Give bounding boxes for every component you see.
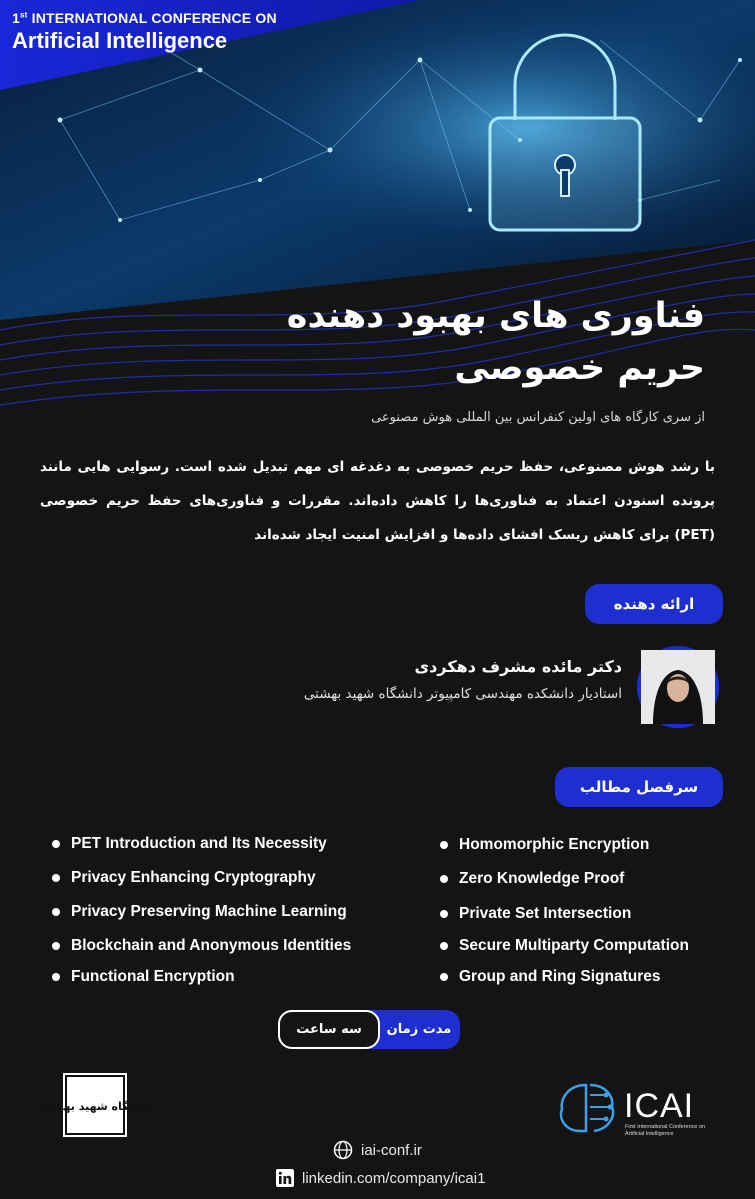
topic-label: Private Set Intersection [459,905,632,922]
topic-label: Blockchain and Anonymous Identities [71,937,352,954]
university-logo-text: دانشگاه شهید بهشتی [36,1100,154,1113]
topic-label: Functional Encryption [71,968,235,985]
bullet-icon [440,910,448,918]
topic-item [440,937,689,955]
topic-label: Homomorphic Encryption [459,836,650,853]
icai-sub1: First International Conference on [625,1124,706,1130]
bullet-icon [52,942,60,950]
topic-item [52,869,316,887]
topic-item [440,836,649,854]
topic-item [52,903,347,921]
topic-item [52,937,351,955]
topic-label: Group and Ring Signatures [459,968,661,985]
topic-item [52,835,327,853]
icai-name: ICAI [624,1087,695,1125]
bullet-icon [52,973,60,981]
conference-ordinal-suffix: st [20,10,28,20]
icai-logo [556,1075,726,1145]
linkedin-text: linkedin.com/company/icai1 [302,1169,486,1187]
topics-label: سرفصل مطالب [555,767,723,807]
conference-line2: Artificial Intelligence [12,28,228,53]
icai-sub2: Artificial Intelligence [625,1131,674,1137]
topic-label: Privacy Preserving Machine Learning [71,903,347,920]
topic-label: Privacy Enhancing Cryptography [71,869,316,886]
presenter-affiliation: استادیار دانشکده مهندسی کامپیوتر دانشگاه شهید بهشتی [303,686,622,702]
bullet-icon [52,840,60,848]
workshop-title-line2: حریم خصوصی [454,348,705,388]
topic-item [52,968,235,986]
bullet-icon [52,908,60,916]
website-text: iai-conf.ir [361,1141,422,1159]
brain-circuit-icon [556,1075,726,1145]
topic-label: PET Introduction and Its Necessity [71,835,327,852]
bullet-icon [440,875,448,883]
duration-value: سه ساعت [278,1010,380,1049]
topic-label: Zero Knowledge Proof [459,870,625,887]
university-logo [36,1073,154,1137]
workshop-title [287,290,705,394]
avatar [637,646,719,728]
conference-ordinal-num: 1 [12,10,20,26]
presenter-photo-icon [641,650,715,724]
duration-label: مدت زمان [386,1022,452,1037]
topic-item [440,968,661,986]
workshop-subtitle: از سری کارگاه های اولین کنفرانس بین المللی هوش مصنوعی [371,410,705,425]
presenter-label: ارائه دهنده [585,584,723,624]
workshop-title-line1: فناوری های بهبود دهنده [286,296,705,336]
conference-title [12,10,277,54]
bullet-icon [440,942,448,950]
bullet-icon [440,973,448,981]
conference-line1: INTERNATIONAL CONFERENCE ON [31,10,277,26]
university-logo-icon [36,1073,154,1137]
bullet-icon [440,841,448,849]
topic-label: Secure Multiparty Computation [459,937,689,954]
duration-badge [278,1010,460,1049]
globe-icon [333,1140,353,1160]
linkedin-link[interactable] [276,1169,485,1187]
topic-item [440,870,624,888]
presenter-name: دکتر مائده مشرف دهکردی [414,657,622,676]
topic-item [440,905,631,923]
linkedin-icon [276,1169,294,1187]
website-link[interactable] [333,1140,422,1160]
intro-paragraph: با رشد هوش مصنوعی، حفظ حریم خصوصی به دغدغه ای مهم تبدیل شده است. رسوایی هایی مانند پرونده اسنودن اعتماد به فناوری‌ها را کاهش داده‌اند. مقررات و فناوری‌های حفظ حریم خصوصی (PET) برای کاهش ریسک افشای داده‌ها و افزایش امنیت ایجاد شده‌اند [40,459,715,543]
bullet-icon [52,874,60,882]
